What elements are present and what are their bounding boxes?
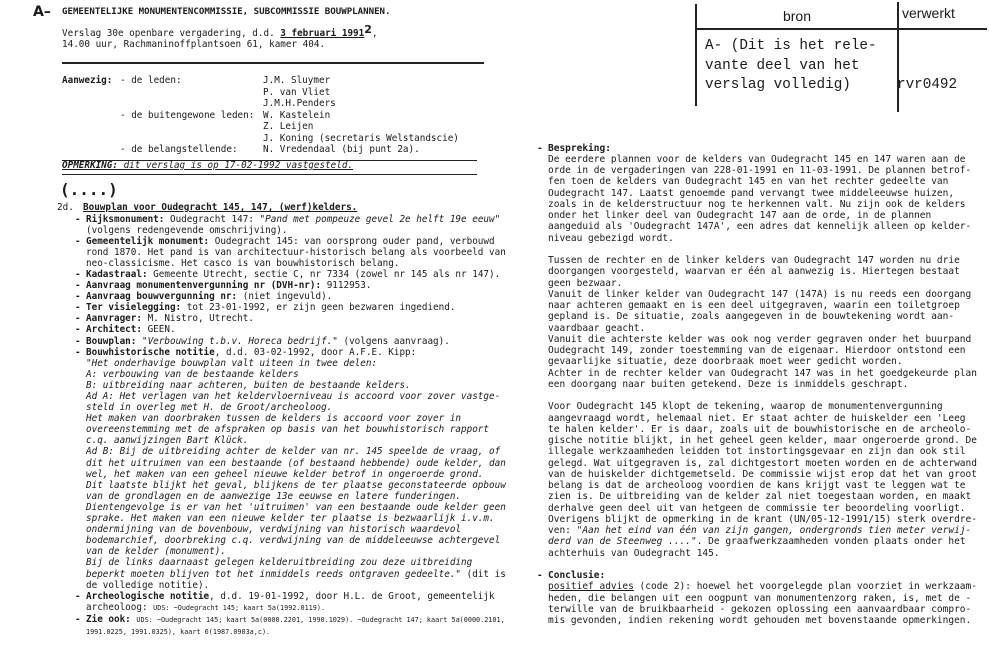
text-segment: Gemeente Utrecht, sectie C, nr 7334 (zowel nr 145 als nr 147). <box>147 268 501 280</box>
bullet-dash: - <box>75 213 81 225</box>
text-line <box>548 233 977 244</box>
text-line <box>86 291 506 302</box>
handwritten-correction: 2 <box>364 23 372 36</box>
text-line <box>86 546 506 557</box>
text-line <box>86 580 506 591</box>
table-border <box>695 28 987 30</box>
detail-bullet <box>75 591 506 614</box>
column-header-verwerkt: verwerkt <box>902 5 955 21</box>
text-line <box>86 502 506 513</box>
bullet-dash: - <box>75 280 81 292</box>
bold-label: Aanvraag monumentenvergunning nr (DVH-nr): <box>86 280 322 292</box>
bespreking-section <box>537 143 977 559</box>
text-segment: terwille van de bruikbaarheid - gekozen oplossing een aanvaardbaar compro- <box>548 603 972 615</box>
text-line <box>548 221 977 232</box>
italic-quote: c.q. aanwijzingen Bart Klück. <box>86 435 249 447</box>
text-line <box>548 514 977 525</box>
text-segment: Oudegracht 149, zonder toestemming van de eigenaar. Hierdoor ontstond een <box>548 345 966 356</box>
text-segment: te halen kelder'. Er is daar, zoals uit de bouwhistorische en de archeolo- <box>548 423 972 435</box>
italic-quote: van de kelder (monument). <box>86 546 226 558</box>
bold-label: Aanvrager: <box>86 313 142 325</box>
bold-label: Ter visielegging: <box>86 302 182 314</box>
text-segment: Vanuit die achterste kelder was ook nog verder gegraven onder het buurpand <box>548 333 972 345</box>
italic-quote: wel, het maken van een geheel nieuwe kelder betrof in ongeroerde grond. <box>86 468 484 480</box>
text-segment: heden, die belangen uit een oogpunt van monumentenzorg raken, is, met de - <box>548 592 972 604</box>
text-segment: gische notitie blijkt, in het geheel geen kelder, maar ongeroerde grond. De <box>548 435 977 446</box>
text-segment: (code 2): hoewel het voorgelegde plan voorziet in werkzaam- <box>633 581 977 593</box>
paragraph <box>548 255 977 390</box>
text-line <box>548 334 977 345</box>
italic-quote: Het maken van doorbraken tussen de kelders is accoord voor zover in <box>86 413 462 425</box>
small-reference: UDS: ~Oudegracht 145; kaart 5a(1992.0119). <box>153 603 326 612</box>
text-segment: niveau gebezigd wordt. <box>548 232 674 244</box>
text-line <box>548 278 977 289</box>
text-segment: vaardbaar geacht. <box>548 322 646 334</box>
text-line <box>548 424 977 435</box>
text-segment: gelegd. Wat uitgegraven is, zal dichtgestort moeten worden en de achterwand <box>548 457 977 469</box>
text-segment: GEEN. <box>141 324 176 336</box>
attendance-row <box>120 144 459 156</box>
text-line <box>548 593 977 604</box>
text-segment: 9112953. <box>321 280 372 292</box>
bespreking-label: Bespreking: <box>548 142 611 154</box>
conclusie-label: Conclusie: <box>548 570 606 581</box>
bullet-dash: - <box>75 235 81 247</box>
discussion-section <box>537 143 977 627</box>
text-line <box>86 391 506 402</box>
text-line <box>548 581 977 592</box>
bold-label: Bouwplan: <box>86 335 137 347</box>
small-reference: UDS: ~Oudegracht 145; kaart 5a(0000.2201, 1990.1029). ~Oudegracht 147; kaart 5a(0000.2101, <box>136 615 505 624</box>
text-segment: belang is dat de archeoloog voordien de kans krijgt vast te leggen wat te <box>548 480 966 491</box>
bullet-dash: - <box>75 302 81 314</box>
attendee-name: N. Vredendaal (bij punt 2a). <box>263 144 420 155</box>
source-cell <box>705 37 877 96</box>
bullet-dash: - <box>75 335 81 347</box>
text-segment: Oudegracht 147: <box>164 213 260 225</box>
bold-label: Kadastraal: <box>86 268 148 280</box>
text-line <box>86 247 506 258</box>
italic-quote: Dientengevolge is er van het 'uitruimen' van een bestaande oude kelder geen <box>86 501 506 513</box>
text-line <box>548 345 977 356</box>
text-segment: gepland is. De situatie, zoals aangegeven in de bouwtekening wordt aan- <box>548 311 955 323</box>
item-title: Bouwplan voor Oudegracht 145, 147, (werf)kelders. <box>83 202 358 213</box>
attendance-row <box>120 75 459 87</box>
attendance-row <box>120 110 459 122</box>
text-line <box>86 513 506 524</box>
italic-quote: steld in overleg met H. de Groot/archeoloog. <box>86 402 333 414</box>
italic-quote: Dit laatste blijkt het geval, blijkens de ter plaatse geconstateerde opbouw <box>86 479 506 491</box>
meeting-date: 3 februari 199 <box>280 28 359 39</box>
attendee-name: W. Kastelein <box>263 109 331 121</box>
attendance-role: - de belangstellende: <box>120 144 238 155</box>
text-line <box>86 336 506 347</box>
text-line <box>548 491 977 502</box>
text-segment: mis gevonden, indien rekening wordt gehouden met bovenstaande opmerkingen. <box>548 615 972 626</box>
italic-quote: beperkt moeten blijven tot het inmiddels reeds ontgraven gedeelte." <box>86 568 462 580</box>
italic-quote: "Aan het eind van één van zijn gangen, ondergronds tien meter verwij- <box>576 525 972 536</box>
underlined-text: positief advies <box>548 581 634 593</box>
text-line <box>548 165 977 176</box>
text-line <box>548 323 977 334</box>
italic-quote: dit het uitruimen van een bestaande (of bestaand hebbende) oude kelder, dan <box>86 457 506 469</box>
text-segment: geen bezwaar. <box>548 277 623 289</box>
text-line <box>548 300 977 311</box>
text-line <box>86 614 506 626</box>
text-segment: zoals in de kelderstructuur nog te herkennen valt. Nu zijn ook de kelders <box>548 198 966 210</box>
text-line <box>86 225 506 236</box>
text-line <box>548 154 977 165</box>
text-segment: (niet ingevuld). <box>237 291 333 303</box>
text-line <box>548 188 977 199</box>
italic-quote: Ad B: Bij de uitbreiding achter de kelder van nr. 145 speelde de vraag, of <box>86 446 501 458</box>
text-line <box>548 413 977 424</box>
text-segment: van de huiskelder dichtgemetseld. De commissie wijst erop dat het van groot <box>548 468 977 480</box>
text-line <box>86 591 506 602</box>
text-line <box>548 311 977 322</box>
italic-quote: "Verbouwing t.b.v. Horeca bedrijf." <box>141 335 338 347</box>
meeting-line-1 <box>62 23 378 39</box>
italic-quote: bodemarchief, doorbreking c.q. verdwijning van de middeleeuwse achtergevel <box>86 535 501 547</box>
attendance-role: - de buitengewone leden: <box>120 109 255 121</box>
attendance-list <box>120 75 459 156</box>
meeting-prefix: Verslag 30e openbare vergadering, d.d. <box>62 28 281 39</box>
text-line <box>86 402 506 413</box>
text-line <box>86 214 506 225</box>
text-line <box>86 626 506 638</box>
bullet-dash: - <box>537 142 543 154</box>
text-line <box>86 269 506 280</box>
text-segment: (dit is <box>461 568 506 580</box>
italic-quote: "Pand met pompeuze gevel 2e helft 19e eeuw" <box>259 213 501 225</box>
text-segment: een doorgang naar buiten getekend. Deze is inmiddels geschrapt. <box>548 378 909 390</box>
text-line <box>548 503 977 514</box>
detail-bullet <box>75 614 506 638</box>
text-line <box>86 313 506 324</box>
text-line <box>548 379 977 390</box>
text-segment: , d.d. 19-01-1992, door H.L. de Groot, gemeentelijk <box>209 590 495 602</box>
text-line <box>86 236 506 247</box>
bold-label: Rijksmonument: <box>86 213 165 225</box>
item-number: 2d. <box>57 202 74 213</box>
text-line <box>86 535 506 546</box>
italic-quote: A: verbouwing van de bestaande kelders <box>86 368 299 380</box>
attendance-row <box>120 121 459 133</box>
attendance-role: - de leden: <box>120 75 182 86</box>
small-reference: 1991.0225, 1991.0325), kaart 6(1987.0903a,c). <box>86 627 271 636</box>
text-line <box>548 469 977 480</box>
paragraph-gap <box>548 244 977 255</box>
remark-text: dit verslag is op 17-02-1992 vastgesteld. <box>117 160 354 171</box>
detail-bullet <box>75 313 506 324</box>
text-line <box>548 604 977 615</box>
text-segment: archeoloog: <box>86 601 154 613</box>
text-segment: illegale werkzaamheden leidden tot instortingsgevaar en zijn dan ook stil <box>548 446 966 458</box>
italic-quote: sprake. Het maken van een nieuwe kelder ter plaatse is bezwaarlijk i.v.m. <box>86 513 495 525</box>
text-line <box>86 358 506 369</box>
detail-bullet <box>75 269 506 280</box>
text-line <box>86 602 506 614</box>
text-line <box>548 435 977 446</box>
item-details <box>75 214 506 639</box>
text-line <box>86 458 506 469</box>
text-segment: fen toen de kelders van Oudegracht 145 en van het rechter gedeelte van <box>548 176 949 188</box>
text-segment: de volledige notitie). <box>86 579 210 591</box>
attendee-name: Z. Leijen <box>263 121 314 132</box>
text-segment: . De graafwerkzaamheden vonden plaats onder het <box>696 536 966 548</box>
text-line <box>548 356 977 367</box>
detail-bullet <box>75 214 506 236</box>
text-line <box>86 302 506 313</box>
paragraph <box>548 154 977 244</box>
italic-quote: overeenstemming met de afspraken op basis van het bouwhistorisch rapport <box>86 424 489 436</box>
text-line <box>548 525 977 536</box>
text-segment: zien is. De uitbreiding van de kelder zal niet toegestaan worden, en maakt <box>548 491 972 503</box>
text-segment: orde in de vergaderingen van 228-01-1991 en 11-03-1991. De plannen betrof- <box>548 165 972 176</box>
text-segment: Overigens blijkt de opmerking in de krant (UN/05-12-1991/15) sterk overdre- <box>548 513 977 525</box>
text-line <box>548 266 977 277</box>
text-line <box>86 524 506 535</box>
remark-label: OPMERKING: <box>62 160 118 171</box>
text-line <box>548 289 977 300</box>
bold-label: Archeologische notitie <box>86 590 210 602</box>
attendee-name: J. Koning (secretaris Welstandscie) <box>263 132 459 144</box>
attendee-name: J.M.H.Penders <box>263 98 336 109</box>
text-segment: naar achteren gemaakt en is een deel uitgegraven, waarin een toiletgroep <box>548 300 960 311</box>
text-line <box>86 347 506 358</box>
attendance-label: Aanwezig: <box>62 75 113 86</box>
meeting-suffix: , <box>371 28 378 39</box>
meeting-line-2: 14.00 uur, Rachmaninoffplantsoen 61, kamer 404. <box>62 39 326 50</box>
text-line <box>86 324 506 335</box>
italic-quote: Bij de links daarnaast gelegen kelderuitbreiding zou deze uitbreiding <box>86 557 473 569</box>
document-title: GEMEENTELIJKE MONUMENTENCOMMISSIE, SUBCOMMISSIE BOUWPLANNEN. <box>62 7 391 17</box>
source-line: verslag volledig) <box>705 77 851 93</box>
text-segment: aangeduid als 'Oudegracht 147A', een adres dat kennelijk alleen op kelder- <box>548 221 972 233</box>
text-segment: (volgens redengevende omschrijving). <box>86 224 288 236</box>
paragraph-gap <box>548 390 977 401</box>
text-line <box>86 380 506 391</box>
detail-bullet <box>75 347 506 591</box>
text-segment: ven: <box>548 525 577 536</box>
bullet-dash: - <box>537 570 543 581</box>
text-line <box>86 369 506 380</box>
paragraph-gap <box>537 559 977 570</box>
text-line <box>548 458 977 469</box>
typed-year-digit: 1 <box>358 28 365 39</box>
bullet-dash: - <box>75 268 81 280</box>
text-segment: Achter in de rechter kelder van Oudegracht 147 was in het goedgekeurde plan <box>548 367 977 379</box>
text-line <box>86 435 506 446</box>
text-line <box>548 446 977 457</box>
detail-bullet <box>75 280 506 291</box>
text-segment: onder het linker deel van Oudegracht 147 aan de orde, in de plannen <box>548 210 932 221</box>
paragraph <box>548 401 977 559</box>
detail-bullet <box>75 336 506 347</box>
italic-quote: ondermijning van de bovenbouw, verdwijning van historisch waardevol <box>86 524 462 536</box>
italic-quote: Ad A: Het verlagen van het keldervloerniveau is accoord voor zover vastge- <box>86 391 501 402</box>
processed-code: rvr0492 <box>897 77 958 93</box>
text-segment: neo-classicisme. Het casco is van bouwhistorisch belang. <box>86 257 400 269</box>
text-line <box>548 536 977 547</box>
italic-quote: van de grondlagen en de aanwezige 13e eeuwse en latere funderingen. <box>86 490 462 502</box>
text-segment: aangevraagd wordt, helemaal niet. Er staat achter de huiskelder een 'Leeg <box>548 412 966 424</box>
text-segment: Voor Oudegracht 145 klopt de tekening, waarop de monumentenvergunning <box>548 401 943 413</box>
text-line <box>548 199 977 210</box>
text-segment: (volgens aanvraag). <box>337 335 450 347</box>
divider <box>62 174 477 175</box>
bullet-dash: - <box>75 590 81 602</box>
detail-bullet <box>75 291 506 302</box>
remark <box>62 160 353 171</box>
text-line <box>86 424 506 435</box>
bold-label: Aanvraag bouwvergunning nr: <box>86 291 238 303</box>
text-line <box>86 469 506 480</box>
text-segment: M. Nistro, Utrecht. <box>141 313 254 325</box>
text-line <box>548 176 977 187</box>
text-segment: tot 23-01-1992, er zijn geen bezwaren ingediend. <box>181 302 456 314</box>
text-line <box>548 615 977 626</box>
bold-label: Architect: <box>86 324 142 336</box>
text-line <box>548 480 977 491</box>
attendee-name: P. van Vliet <box>263 86 331 98</box>
text-line <box>548 368 977 379</box>
bullet-dash: - <box>75 613 81 625</box>
text-line <box>86 569 506 580</box>
bullet-dash: - <box>75 291 81 303</box>
attendance-row <box>120 87 459 99</box>
detail-bullet <box>75 324 506 335</box>
table-border <box>897 2 899 112</box>
text-line <box>548 210 977 221</box>
bold-label: Gemeentelijk monument: <box>86 235 210 247</box>
text-line <box>86 480 506 491</box>
text-segment: gevaarlijke situatie, deze doorbraak moet weer gedicht worden. <box>548 356 903 368</box>
italic-quote: B: uitbreiding naar achteren, buiten de bestaande kelders. <box>86 379 411 391</box>
attendance-row <box>120 133 459 145</box>
text-line <box>548 401 977 412</box>
text-segment: achterhuis van Oudegracht 145. <box>548 547 720 559</box>
omission-ellipsis: (....) <box>60 180 118 199</box>
divider <box>62 62 484 64</box>
section-marker: A– <box>33 4 51 20</box>
text-segment: Oudegracht 145: van oorsprong ouder pand, verbouwd <box>209 235 495 247</box>
text-segment: Oudegracht 147. Laatst genoemde pand vervangt twee middeleeuwse huizen, <box>548 187 955 199</box>
italic-quote: derd van de Steenweg ...." <box>548 536 697 548</box>
conclusie-section <box>537 570 977 626</box>
text-line <box>86 557 506 568</box>
bullet-dash: - <box>75 313 81 325</box>
column-header-bron: bron <box>782 8 812 24</box>
bullet-dash: - <box>75 346 81 358</box>
bold-label: Bouwhistorische notitie <box>86 346 215 358</box>
source-line: vante deel van het <box>705 57 860 74</box>
attendance-row <box>120 98 459 110</box>
text-line <box>86 413 506 424</box>
text-segment: Tussen de rechter en de linker kelders van Oudegracht 147 worden nu drie <box>548 255 960 266</box>
source-line: A- (Dit is het rele- <box>705 38 877 54</box>
italic-quote: "Het onderhavige bouwplan valt uiteen in twee delen: <box>86 357 378 369</box>
text-segment: De eerdere plannen voor de kelders van Oudegracht 145 en 147 waren aan de <box>548 153 966 165</box>
text-segment: rond 1870. Het pand is van architectuur-historisch belang als voorbeeld van <box>86 246 506 258</box>
detail-bullet <box>75 236 506 269</box>
bullet-dash: - <box>75 324 81 336</box>
detail-bullet <box>75 302 506 313</box>
text-segment: Vanuit de linker kelder van Oudegracht 147 (147A) is nu reeds een doorgang <box>548 288 972 300</box>
text-segment: , d.d. 03-02-1992, door A.F.E. Kipp: <box>214 346 417 358</box>
attendee-name: J.M. Sluymer <box>263 75 331 86</box>
text-line <box>548 255 977 266</box>
text-segment: derhalve geen deel uit van hetgeen de commissie ter beoordeling voorligt. <box>548 502 966 514</box>
text-line <box>548 548 977 559</box>
bold-label: Zie ook: <box>86 613 131 625</box>
text-line <box>86 280 506 291</box>
text-line <box>86 258 506 269</box>
text-segment: doorgangen voorgesteld, waarvan er één al aanwezig is. Hiertegen bestaat <box>548 266 960 278</box>
text-line <box>86 446 506 457</box>
text-line <box>86 491 506 502</box>
